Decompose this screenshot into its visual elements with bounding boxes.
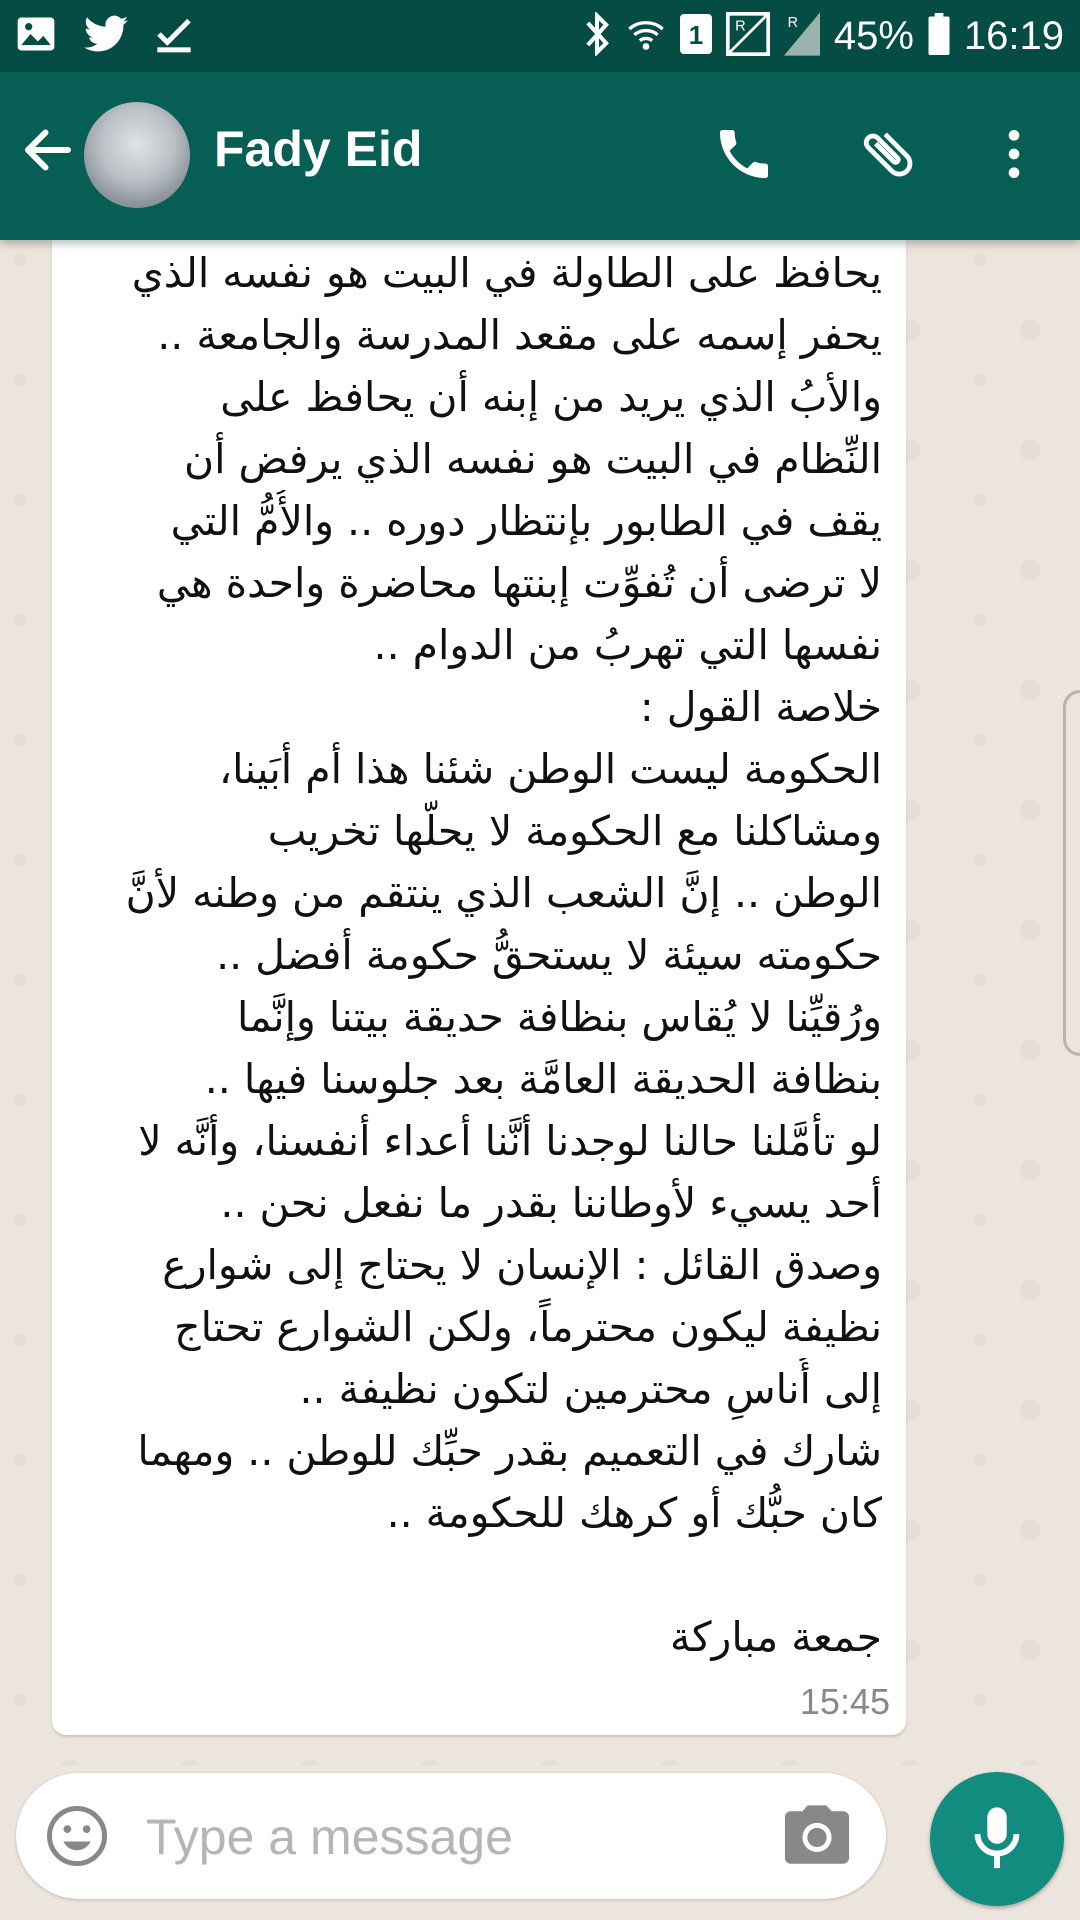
message-line: شارك في التعميم بقدر حبِّك للوطن .. ومهما <box>137 1427 882 1475</box>
svg-text:R: R <box>734 18 746 35</box>
battery-percent: 45% <box>833 13 914 58</box>
message-line: وصدق القائل : الإنسان لا يحتاج إلى شوارع <box>162 1241 882 1289</box>
message-line: جمعة مباركة <box>670 1613 882 1661</box>
message-line: يحفر إسمه على مقعد المدرسة والجامعة .. <box>157 311 882 359</box>
message-line: والأبُ الذي يريد من إبنه أن يحافظ على <box>220 373 882 421</box>
message-time: 15:45 <box>799 1681 890 1722</box>
composer <box>16 1773 886 1899</box>
wifi-icon <box>626 12 666 60</box>
message-line: الوطن .. إنَّ الشعب الذي ينتقم من وطنه لأنَّ <box>125 869 882 917</box>
svg-text:R: R <box>787 14 798 31</box>
message-line: النِّظام في البيت هو نفسه الذي يرفض أن <box>183 435 882 483</box>
signal-r-icon <box>726 12 770 60</box>
emoji-icon[interactable] <box>44 1803 110 1869</box>
sim-icon <box>680 14 712 58</box>
back-arrow-icon[interactable] <box>18 120 78 180</box>
twitter-icon <box>84 14 128 58</box>
signal-icon <box>784 12 820 60</box>
attach-icon[interactable] <box>856 122 920 186</box>
message-line: إلى أُناسٍ محترمين لتكون نظيفة .. <box>299 1365 882 1413</box>
scroll-handle[interactable] <box>1063 690 1080 1056</box>
more-vert-icon[interactable] <box>982 122 1046 186</box>
mic-button[interactable] <box>930 1772 1064 1906</box>
battery-icon <box>928 13 950 59</box>
message-input[interactable] <box>144 1799 748 1875</box>
avatar[interactable] <box>84 102 190 208</box>
message-line: حكومته سيئة لا يستحقُّ حكومة أفضل .. <box>216 931 882 979</box>
message-line: لا ترضى أن تُفوِّت إبنتها محاضرة واحدة هي <box>156 559 882 607</box>
chat-area[interactable] <box>0 240 1080 1765</box>
message-line: ورُقيِّنا لا يُقاس بنظافة حديقة بيتنا وإنَّما <box>236 993 882 1041</box>
status-bar <box>0 0 1080 72</box>
gallery-icon <box>14 12 58 60</box>
camera-icon[interactable] <box>782 1805 852 1867</box>
message-line: خلاصة القول : <box>639 683 882 731</box>
message-line: نفسها التي تهربُ من الدوام .. <box>373 621 882 669</box>
contact-name[interactable]: Fady Eid <box>214 121 423 177</box>
message-line: كان حبُّك أو كرهك للحكومة .. <box>386 1489 882 1537</box>
clock: 16:19 <box>963 13 1064 58</box>
message-line: بنظافة الحديقة العامَّة بعد جلوسنا فيها .. <box>204 1055 882 1103</box>
chat-header <box>0 72 1080 240</box>
bluetooth-icon <box>582 12 612 60</box>
download-done-icon <box>154 12 194 60</box>
message-line: أحد يسيء لأوطاننا بقدر ما نفعل نحن .. <box>220 1179 882 1227</box>
message-line: يقف في الطابور بإنتظار دوره .. والأُمُّ التي <box>170 497 882 545</box>
message-line: يحافظ على الطاولة في البيت هو نفسه الذي <box>131 249 882 297</box>
message-text <box>76 242 882 1668</box>
phone-icon[interactable] <box>712 122 776 186</box>
message-bubble[interactable] <box>52 230 906 1735</box>
mic-icon <box>967 1805 1027 1873</box>
message-line: ومشاكلنا مع الحكومة لا يحلُّها تخريب <box>267 807 882 855</box>
message-line: لو تأمَّلنا حالنا لوجدنا أنَّنا أعداء أنفسنا، وأنَّه لا <box>138 1117 882 1165</box>
svg-text:1: 1 <box>688 20 704 50</box>
message-line <box>76 1544 882 1606</box>
message-line: الحكومة ليست الوطن شئنا هذا أم أبَينا، <box>218 745 882 793</box>
message-line: نظيفة ليكون محترماً، ولكن الشوارع تحتاج <box>174 1303 882 1351</box>
